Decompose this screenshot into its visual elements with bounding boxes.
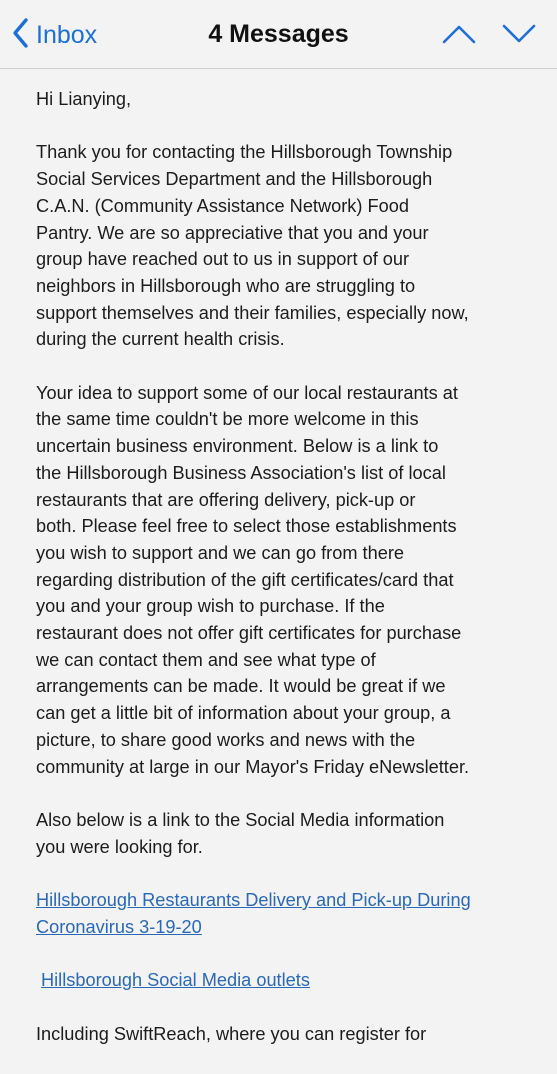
chevron-down-icon[interactable] bbox=[501, 20, 537, 48]
paragraph-social-media: Also below is a link to the Social Media information you were looking for. bbox=[36, 809, 445, 857]
chevron-up-icon[interactable] bbox=[441, 20, 477, 48]
message-navigation bbox=[441, 20, 537, 53]
paragraph-thanks: Thank you for contacting the Hillsborough Township Social Services Department and the Hillsborough C.A.N. (Community Assistance Network) Food Pantry. We are so appreciative that you and your group have reached out to us in support of our neighbors in Hillsborough who are struggling to support themselves and their families, especially now, during the current health crisis. bbox=[36, 142, 469, 350]
greeting: Hi Lianying, bbox=[36, 89, 132, 109]
email-body bbox=[36, 86, 531, 1074]
previous-message-button[interactable] bbox=[441, 20, 477, 53]
paragraph-restaurants: Your idea to support some of our local restaurants at the same time couldn't be more welcome in this uncertain business environment. Below is a link to the Hillsborough Business Association's list of local restaurants that are offering delivery, pick-up or both. Please feel free to select those establishments you wish to support and we can go from there regarding distribution of the gift certificates/card that you and your group wish to purchase. If the restaurant does not offer gift certificates for purchase we can contact them and see what type of arrangements can be made. It would be great if we can get a little bit of information about your group, a picture, to share good works and news with the community at large in our Mayor's Friday eNewsletter. bbox=[36, 382, 470, 777]
thread-title: 4 Messages bbox=[208, 20, 349, 48]
navigation-bar bbox=[0, 0, 557, 69]
restaurants-link[interactable]: Hillsborough Restaurants Delivery and Pick-up During Coronavirus 3-19-20 bbox=[36, 890, 471, 937]
swiftreach-text: Including SwiftReach, where you can register for bbox=[36, 1023, 427, 1044]
next-message-button[interactable] bbox=[501, 20, 537, 53]
social-media-link[interactable]: Hillsborough Social Media outlets bbox=[41, 970, 310, 991]
back-label[interactable]: Inbox bbox=[36, 20, 98, 49]
